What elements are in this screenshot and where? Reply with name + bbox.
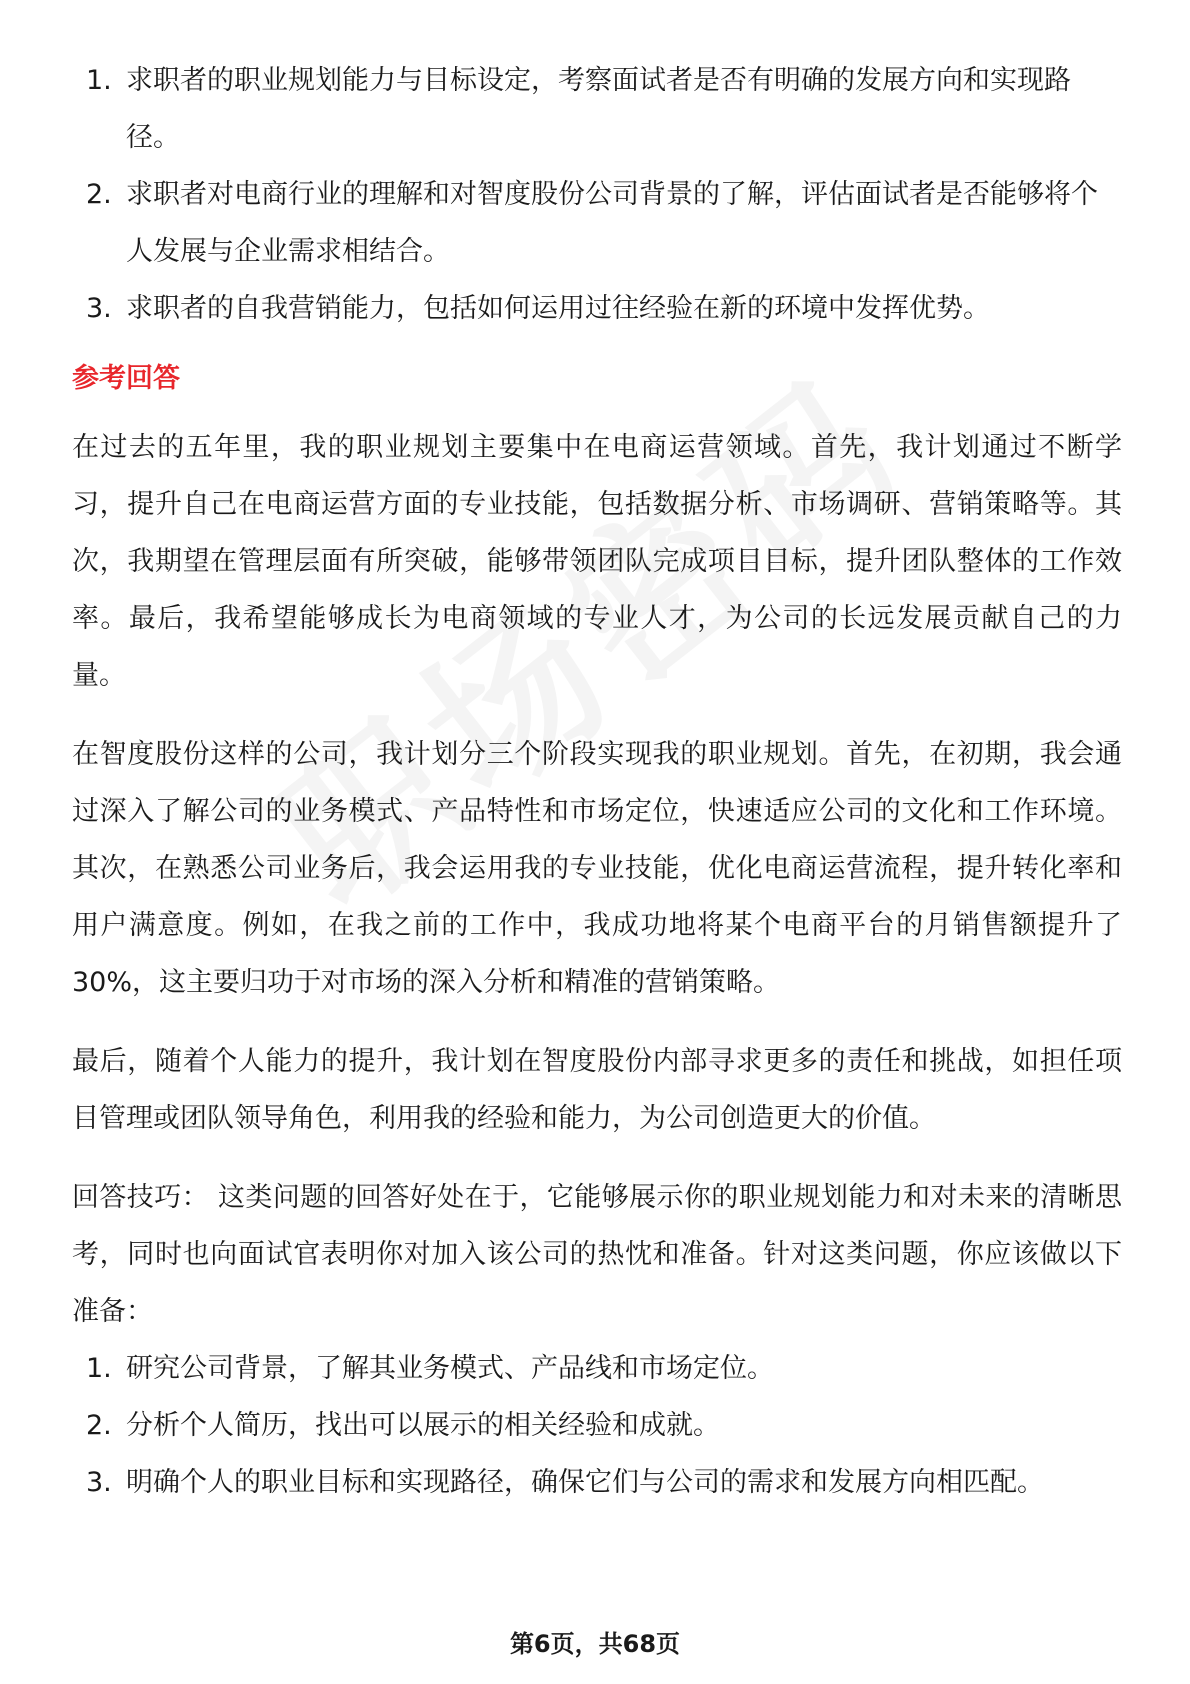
page-footer: 第6页，共68页 [509, 1630, 681, 1658]
answer-paragraph: 在过去的五年里，我的职业规划主要集中在电商运营领域。首先，我计划通过不断学习，提升自己在电商运营方面的专业技能，包括数据分析、市场调研、营销策略等。其次，我期望在管理层面有所突破，能够带领团队完成项目目标，提升团队整体的工作效率。最后，我希望能够成长为电商领域的专业人才，为公司的长远发展贡献自己的力量。 [72, 432, 1122, 691]
list-item-number: 1. [86, 65, 112, 96]
list-item-number: 3. [86, 1467, 112, 1498]
evaluation-points-list [72, 52, 1122, 337]
section-title: 参考回答 [72, 363, 180, 394]
list-item-text: 研究公司背景，了解其业务模式、产品线和市场定位。 [126, 1353, 774, 1384]
list-item [72, 1397, 1122, 1454]
list-item-text: 明确个人的职业目标和实现路径，确保它们与公司的需求和发展方向相匹配。 [126, 1467, 1044, 1498]
list-item-text: 求职者的职业规划能力与目标设定，考察面试者是否有明确的发展方向和实现路径。 [126, 65, 1071, 153]
list-item [72, 52, 1122, 166]
list-item-number: 2. [86, 179, 112, 210]
list-item-text: 求职者的自我营销能力，包括如何运用过往经验在新的环境中发挥优势。 [126, 293, 990, 324]
list-item [72, 166, 1122, 280]
list-item [72, 1454, 1122, 1511]
tips-paragraph: 回答技巧： 这类问题的回答好处在于，它能够展示你的职业规划能力和对未来的清晰思考，同时也向面试官表明你对加入该公司的热忱和准备。针对这类问题，你应该做以下准备： [72, 1182, 1122, 1327]
list-item [72, 1340, 1122, 1397]
list-item-text: 分析个人简历，找出可以展示的相关经验和成就。 [126, 1410, 720, 1441]
list-item-number: 3. [86, 293, 112, 324]
document-content [72, 52, 1122, 1511]
preparation-list [72, 1340, 1122, 1511]
answer-paragraph: 在智度股份这样的公司，我计划分三个阶段实现我的职业规划。首先，在初期，我会通过深入了解公司的业务模式、产品特性和市场定位，快速适应公司的文化和工作环境。其次，在熟悉公司业务后，我会运用我的专业技能，优化电商运营流程，提升转化率和用户满意度。例如，在我之前的工作中，我成功地将某个电商平台的月销售额提升了30%，这主要归功于对市场的深入分析和精准的营销策略。 [72, 739, 1122, 998]
list-item-text: 求职者对电商行业的理解和对智度股份公司背景的了解，评估面试者是否能够将个人发展与企业需求相结合。 [126, 179, 1098, 267]
answer-paragraph: 最后，随着个人能力的提升，我计划在智度股份内部寻求更多的责任和挑战，如担任项目管理或团队领导角色，利用我的经验和能力，为公司创造更大的价值。 [72, 1046, 1122, 1134]
list-item-number: 1. [86, 1353, 112, 1384]
list-item [72, 280, 1122, 337]
list-item-number: 2. [86, 1410, 112, 1441]
